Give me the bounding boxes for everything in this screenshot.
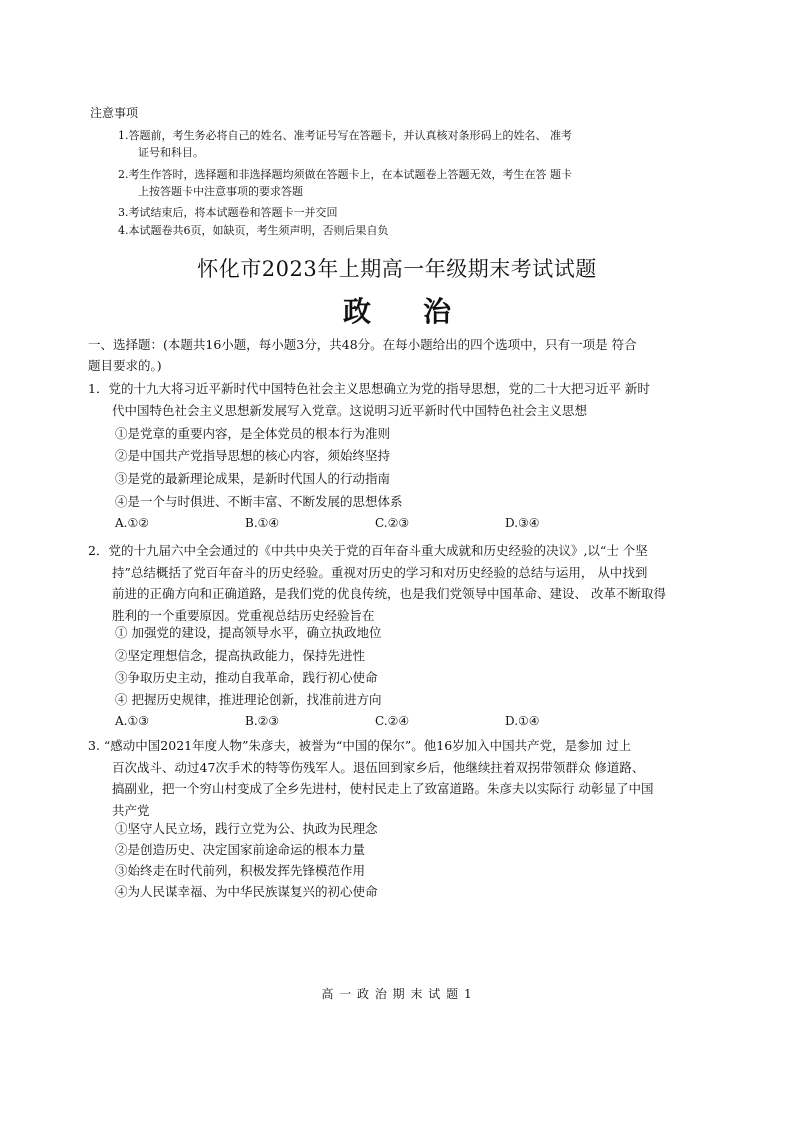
section-line1: 一、选择题：(本题共16小题，每小题3分，共48分。在每小题给出的四个选项中，只有一项是 符合 xyxy=(88,337,637,352)
question-2-stem-line1: 2．党的十九届六中全会通过的《中共中央关于党的百年奋斗重大成就和历史经验的决议》,以“士 个坚 xyxy=(88,543,648,558)
note-item-1-line2: 证号和科目。 xyxy=(138,146,204,159)
question-2-stem-line3: 前进的正确方向和正确道路，是我们党的优良传统，也是我们党领导中国革命、建设、 改革不断取得 xyxy=(112,586,666,601)
subject-char-2: 治 xyxy=(423,295,452,328)
question-1-choice-d: D.③④ xyxy=(505,516,540,530)
subject-title xyxy=(0,290,794,330)
note-item-2-line1: 2.考生作答时，选择题和非选择题均须做在答题卡上，在本试题卷上答题无效，考生在答 题卡 xyxy=(118,168,572,181)
question-2-choice-a: A.①③ xyxy=(115,714,149,728)
note-item-2 xyxy=(118,166,708,200)
question-1-option-1: ①是党章的重要内容，是全体党员的根本行为准则 xyxy=(115,426,391,441)
question-2-option-3: ③争取历史主动，推动自我革命，践行初心使命 xyxy=(115,670,378,685)
question-2-option-1: ① 加强党的建设，提高领导水平，确立执政地位 xyxy=(115,625,382,640)
subject-char-1: 政 xyxy=(342,295,371,328)
note-item-2-line2: 上按答题卡中注意事项的要求答题 xyxy=(138,185,303,198)
question-1-option-2: ②是中国共产党指导思想的核心内容，须始终坚持 xyxy=(115,448,391,463)
section-line2: 题目要求的。) xyxy=(88,358,162,373)
question-2-choice-d: D.①④ xyxy=(505,714,540,728)
question-1-choice-c: C.②③ xyxy=(375,516,410,530)
notes-title: 注意事项 xyxy=(90,106,139,120)
note-item-4 xyxy=(118,222,708,239)
question-1-stem xyxy=(88,378,718,421)
note-item-3 xyxy=(118,204,708,221)
question-2-stem-line4: 胜利的一个重要原因。党重视总结历史经验旨在 xyxy=(112,607,375,623)
question-2-choice-b: B.②③ xyxy=(245,714,280,728)
question-3-stem xyxy=(88,735,718,821)
question-3-stem-line2: 百次战斗、动过47次手术的特等伤残军人。退伍回到家乡后，他继续拄着双拐带领群众 修道路、 xyxy=(112,759,645,775)
note-item-4-line1: 4.本试题卷共6页，如缺页，考生须声明，否则后果自负 xyxy=(118,224,389,237)
question-3-option-3: ③始终走在时代前列，积极发挥先锋模范作用 xyxy=(115,863,366,878)
note-item-3-line1: 3.考试结束后，将本试题卷和答题卡一并交回 xyxy=(118,206,338,219)
section-instructions xyxy=(88,334,718,376)
question-1-choice-a: A.①② xyxy=(115,516,149,530)
question-3-option-4: ④为人民谋幸福、为中华民族谋复兴的初心使命 xyxy=(115,884,378,899)
question-2-stem-line2: 持”总结概括了党百年奋斗的历史经验。重视对历史的学习和对历史经验的总结与运用， 从中找到 xyxy=(112,564,648,580)
question-2-choices xyxy=(115,714,635,728)
question-3-stem-line1: 3. “感动中国2021年度人物”朱彦夫，被誉为“中国的保尔”。他16岁加入中国共产党，是参加 过上 xyxy=(88,738,632,753)
question-3-option-1: ①坚守人民立场，践行立党为公、执政为民理念 xyxy=(115,821,378,836)
question-1-option-3: ③是党的最新理论成果，是新时代国人的行动指南 xyxy=(115,471,391,486)
question-1-stem-line2: 代中国特色社会主义思想新发展写入党章。这说明习近平新时代中国特色社会主义思想 xyxy=(112,402,588,418)
question-2-option-4: ④ 把握历史规律，推进理论创新，找准前进方向 xyxy=(115,692,382,707)
question-3-stem-line3: 搞副业，把一个穷山村变成了全乡先进村，使村民走上了致富道路。朱彦夫以实际行 动彰显了中国 xyxy=(112,781,654,796)
question-1-stem-line1: 1．党的十九大将习近平新时代中国特色社会主义思想确立为党的指导思想，党的二十大把习近平 新时 xyxy=(88,381,650,396)
question-2-stem xyxy=(88,540,718,626)
question-3-stem-line4: 共产党 xyxy=(112,802,150,818)
question-1-choice-b: B.①④ xyxy=(245,516,280,530)
note-item-1 xyxy=(118,127,708,161)
question-3-option-2: ②是创造历史、决定国家前途命运的根本力量 xyxy=(115,842,366,857)
exam-title: 怀化市2023年上期高一年级期末考试试题 xyxy=(197,257,597,281)
question-1-choices xyxy=(115,516,635,530)
page-footer: 高 一 政 治 期 末 试 题 1 xyxy=(321,987,473,1001)
question-2-option-2: ②坚定理想信念，提高执政能力，保持先进性 xyxy=(115,648,366,663)
question-2-choice-c: C.②④ xyxy=(375,714,410,728)
note-item-1-line1: 1.答题前，考生务必将自己的姓名、准考证号写在答题卡，并认真核对条形码上的姓名、 准考 xyxy=(118,129,572,142)
question-1-option-4: ④是一个与时俱进、不断丰富、不断发展的思想体系 xyxy=(115,494,403,509)
